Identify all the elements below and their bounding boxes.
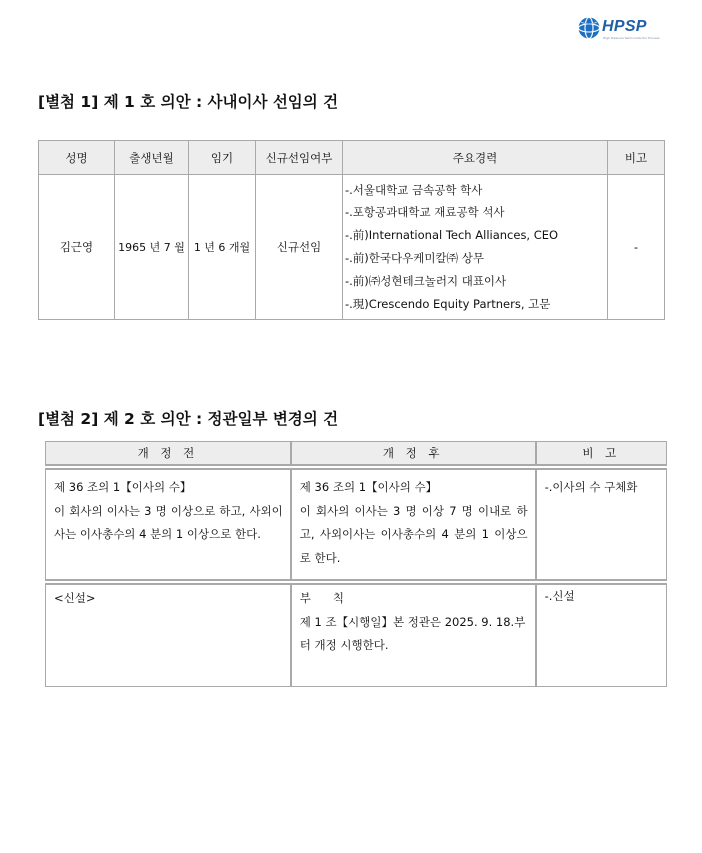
cell-note: -.신설: [536, 584, 667, 687]
table-header-row: [45, 441, 667, 465]
header-note: 비고: [608, 141, 665, 175]
career-item: -.前)한국다우케미칼㈜ 상무: [345, 251, 484, 265]
table-row: [45, 469, 667, 580]
table-row: [45, 584, 667, 687]
cell-note: -.이사의 수 구체화: [536, 469, 667, 580]
addendum-heading: 부 칙: [299, 591, 344, 605]
article-new-marker: <신설>: [54, 591, 96, 605]
cell-after: [291, 469, 536, 580]
globe-logo-icon: [578, 17, 600, 39]
header-term: 임기: [189, 141, 256, 175]
article-text: 제 1 조【시행일】본 정관은 2025. 9. 18.부터 개정 시행한다.: [299, 614, 526, 652]
article-text: 이 회사의 이사는 3 명 이상으로 하고, 사외이사는 이사총수의 4 분의 1 이상으로 한다.: [54, 503, 283, 541]
table-row: [39, 175, 665, 320]
cell-note: -: [608, 175, 665, 320]
article-heading: 제 36 조의 1【이사의 수】: [54, 480, 192, 494]
article-heading: 제 36 조의 1【이사의 수】: [299, 480, 438, 494]
table-header-row: [39, 141, 665, 175]
header-name: 성명: [39, 141, 115, 175]
header-before: 개 정 전: [45, 441, 291, 465]
header-birth: 출생년월: [115, 141, 189, 175]
company-logo: [578, 16, 668, 42]
cell-after: [291, 584, 536, 687]
section1-title: [별첨 1] 제 1 호 의안 : 사내이사 선임의 건: [38, 93, 339, 111]
header-career: 주요경력: [343, 141, 608, 175]
career-item: -.前)International Tech Alliances, CEO: [345, 228, 559, 243]
article-text: 이 회사의 이사는 3 명 이상 7 명 이내로 하고, 사외이사는 이사총수의 4 분의 1 이상으로 한다.: [299, 503, 528, 565]
career-item: -.서울대학교 금속공학 학사: [345, 182, 483, 197]
header-note: 비 고: [536, 441, 667, 465]
cell-new: 신규선임: [256, 175, 343, 320]
cell-before: [45, 469, 291, 580]
section2-title: [별첨 2] 제 2 호 의안 : 정관일부 변경의 건: [38, 410, 339, 428]
articles-amendment-table: [45, 441, 667, 687]
cell-birth: 1965 년 7 월: [115, 175, 189, 320]
cell-before: [45, 584, 291, 687]
career-item: -.現)Crescendo Equity Partners, 고문: [345, 296, 551, 311]
header-after: 개 정 후: [291, 441, 536, 465]
logo-text: HPSP: [602, 18, 647, 35]
header-new: 신규선임여부: [256, 141, 343, 175]
logo-tagline: High Pressure Semiconductor Process: [603, 36, 660, 40]
cell-career: [343, 175, 608, 320]
career-item: -.포항공과대학교 재료공학 석사: [345, 205, 505, 220]
director-table: [38, 140, 665, 320]
cell-term: 1 년 6 개월: [189, 175, 256, 320]
cell-name: 김근영: [39, 175, 115, 320]
career-item: -.前)㈜성현테크놀러지 대표이사: [345, 273, 507, 288]
